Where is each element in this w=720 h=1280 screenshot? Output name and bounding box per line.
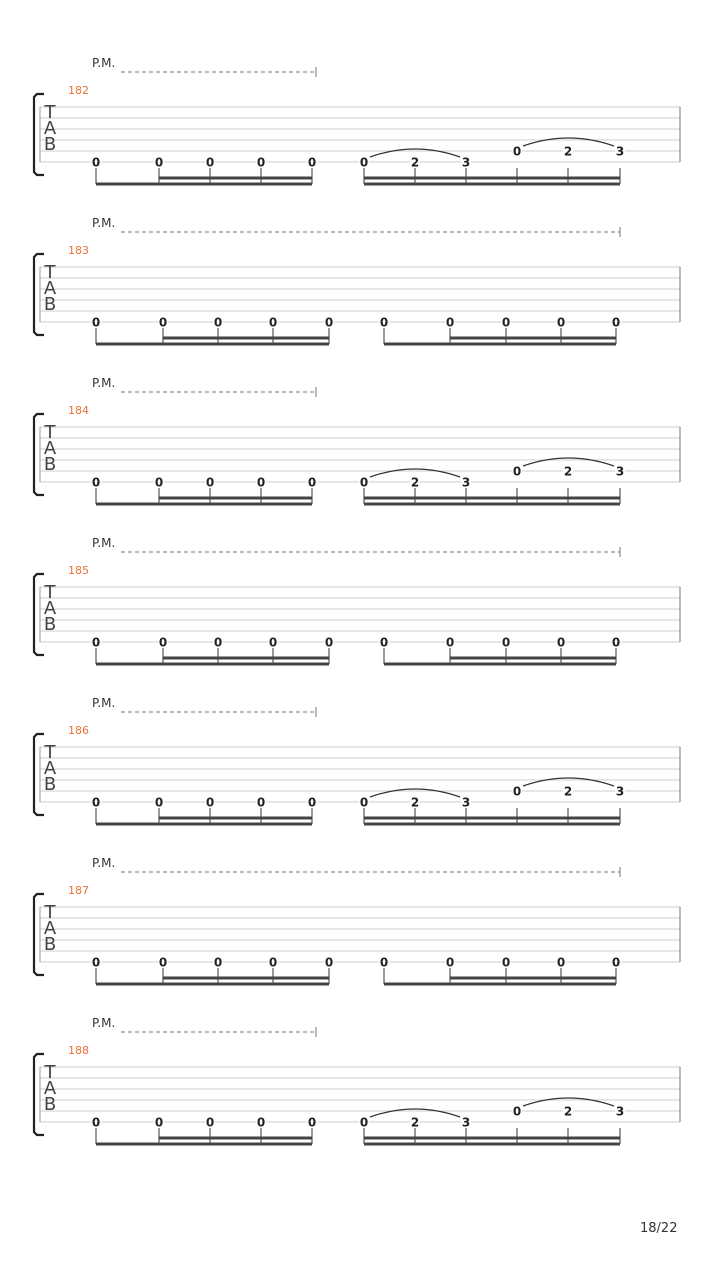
beam-secondary: [159, 817, 312, 820]
fret-number: 2: [410, 155, 420, 170]
tab-system-svg: [0, 372, 720, 532]
tab-system: [0, 852, 720, 1012]
fret-number: 0: [324, 955, 334, 970]
tab-clef-letter: T: [44, 102, 56, 123]
fret-number: 3: [615, 784, 625, 799]
fret-number: 2: [563, 784, 573, 799]
fret-number: 0: [256, 1115, 266, 1130]
fret-number: 0: [445, 955, 455, 970]
beam-secondary: [163, 337, 329, 340]
fret-number: 0: [91, 635, 101, 650]
palm-mute-label: P.M.: [92, 1016, 116, 1030]
tab-clef-letter: T: [44, 902, 56, 923]
fret-number: 0: [268, 635, 278, 650]
fret-number: 2: [410, 795, 420, 810]
tab-system: [0, 52, 720, 212]
fret-number: 0: [158, 955, 168, 970]
beam-primary: [96, 503, 312, 506]
fret-number: 0: [91, 795, 101, 810]
tab-system: [0, 1012, 720, 1172]
fret-number: 3: [461, 155, 471, 170]
tab-clef-letter: B: [43, 614, 57, 635]
fret-number: 0: [213, 955, 223, 970]
measure-number: 183: [68, 244, 89, 257]
beam-primary: [384, 343, 616, 346]
tab-clef-letter: B: [43, 134, 57, 155]
beam-primary: [96, 1143, 312, 1146]
tab-system-svg: [0, 692, 720, 852]
system-bracket: [34, 734, 44, 815]
fret-number: 3: [461, 475, 471, 490]
system-bracket: [34, 414, 44, 495]
beam-primary: [364, 1143, 620, 1146]
tab-clef-letter: A: [43, 438, 57, 459]
fret-number: 0: [91, 155, 101, 170]
tab-system: [0, 532, 720, 692]
tab-clef-letter: A: [43, 598, 57, 619]
tab-clef-letter: B: [43, 774, 57, 795]
fret-number: 0: [256, 155, 266, 170]
beam-primary: [364, 183, 620, 186]
fret-number: 0: [307, 155, 317, 170]
tab-clef-letter: A: [43, 918, 57, 939]
beam-secondary: [450, 977, 616, 980]
beam-primary: [96, 823, 312, 826]
tab-clef-letter: A: [43, 1078, 57, 1099]
fret-number: 0: [205, 475, 215, 490]
beam-secondary: [163, 977, 329, 980]
system-bracket: [34, 94, 44, 175]
fret-number: 0: [611, 635, 621, 650]
fret-number: 0: [501, 635, 511, 650]
beam-primary: [96, 343, 329, 346]
fret-number: 0: [512, 144, 522, 159]
fret-number: 0: [445, 635, 455, 650]
tab-clef-letter: A: [43, 278, 57, 299]
tab-clef-letter: A: [43, 758, 57, 779]
tab-clef-letter: T: [44, 742, 56, 763]
beam-secondary: [450, 337, 616, 340]
fret-number: 0: [213, 635, 223, 650]
fret-number: 0: [512, 784, 522, 799]
tab-system-svg: [0, 212, 720, 372]
fret-number: 0: [379, 635, 389, 650]
tab-system-svg: [0, 532, 720, 692]
fret-number: 0: [205, 795, 215, 810]
measure-number: 182: [68, 84, 89, 97]
palm-mute-label: P.M.: [92, 56, 116, 70]
fret-number: 0: [158, 315, 168, 330]
fret-number: 0: [501, 315, 511, 330]
fret-number: 0: [91, 315, 101, 330]
fret-number: 0: [268, 315, 278, 330]
fret-number: 2: [563, 464, 573, 479]
fret-number: 0: [154, 155, 164, 170]
fret-number: 2: [410, 1115, 420, 1130]
tab-clef-letter: B: [43, 934, 57, 955]
tab-system: [0, 372, 720, 532]
fret-number: 0: [611, 955, 621, 970]
palm-mute-label: P.M.: [92, 216, 116, 230]
fret-number: 0: [501, 955, 511, 970]
beam-secondary: [364, 497, 620, 500]
tab-clef-letter: B: [43, 294, 57, 315]
palm-mute-label: P.M.: [92, 856, 116, 870]
fret-number: 2: [410, 475, 420, 490]
fret-number: 0: [256, 795, 266, 810]
fret-number: 0: [154, 475, 164, 490]
fret-number: 0: [268, 955, 278, 970]
tab-clef-letter: T: [44, 582, 56, 603]
fret-number: 0: [158, 635, 168, 650]
beam-primary: [364, 503, 620, 506]
system-bracket: [34, 1054, 44, 1135]
beam-primary: [384, 983, 616, 986]
fret-number: 0: [256, 475, 266, 490]
fret-number: 2: [563, 1104, 573, 1119]
fret-number: 0: [154, 1115, 164, 1130]
tab-clef-letter: T: [44, 262, 56, 283]
measure-number: 186: [68, 724, 89, 737]
fret-number: 0: [359, 155, 369, 170]
tab-clef-letter: B: [43, 1094, 57, 1115]
beam-secondary: [159, 497, 312, 500]
fret-number: 0: [556, 955, 566, 970]
fret-number: 0: [307, 795, 317, 810]
tab-system-svg: [0, 1012, 720, 1172]
beam-primary: [384, 663, 616, 666]
fret-number: 0: [154, 795, 164, 810]
fret-number: 0: [324, 635, 334, 650]
fret-number: 0: [379, 955, 389, 970]
fret-number: 0: [611, 315, 621, 330]
beam-secondary: [364, 1137, 620, 1140]
beam-primary: [96, 183, 312, 186]
measure-number: 185: [68, 564, 89, 577]
page-number: 18/22: [640, 1221, 678, 1236]
tab-clef-letter: A: [43, 118, 57, 139]
fret-number: 0: [91, 475, 101, 490]
system-bracket: [34, 574, 44, 655]
fret-number: 3: [461, 1115, 471, 1130]
tab-clef-letter: B: [43, 454, 57, 475]
palm-mute-label: P.M.: [92, 536, 116, 550]
fret-number: 2: [563, 144, 573, 159]
tab-system-svg: [0, 852, 720, 1012]
fret-number: 0: [324, 315, 334, 330]
fret-number: 0: [205, 1115, 215, 1130]
fret-number: 3: [615, 464, 625, 479]
beam-secondary: [364, 817, 620, 820]
measure-number: 187: [68, 884, 89, 897]
beam-secondary: [450, 657, 616, 660]
beam-primary: [96, 983, 329, 986]
fret-number: 0: [512, 1104, 522, 1119]
tab-clef-letter: T: [44, 1062, 56, 1083]
fret-number: 0: [556, 315, 566, 330]
palm-mute-label: P.M.: [92, 376, 116, 390]
tab-system-svg: [0, 52, 720, 212]
beam-secondary: [163, 657, 329, 660]
system-bracket: [34, 894, 44, 975]
fret-number: 0: [205, 155, 215, 170]
tab-system: [0, 692, 720, 852]
beam-primary: [364, 823, 620, 826]
fret-number: 0: [307, 1115, 317, 1130]
fret-number: 0: [379, 315, 389, 330]
fret-number: 3: [461, 795, 471, 810]
beam-secondary: [159, 1137, 312, 1140]
beam-primary: [96, 663, 329, 666]
fret-number: 0: [556, 635, 566, 650]
fret-number: 0: [445, 315, 455, 330]
fret-number: 0: [307, 475, 317, 490]
system-bracket: [34, 254, 44, 335]
fret-number: 0: [359, 1115, 369, 1130]
fret-number: 0: [359, 795, 369, 810]
measure-number: 184: [68, 404, 89, 417]
beam-secondary: [159, 177, 312, 180]
palm-mute-label: P.M.: [92, 696, 116, 710]
fret-number: 0: [213, 315, 223, 330]
beam-secondary: [364, 177, 620, 180]
fret-number: 0: [91, 1115, 101, 1130]
fret-number: 3: [615, 144, 625, 159]
fret-number: 3: [615, 1104, 625, 1119]
fret-number: 0: [91, 955, 101, 970]
tab-clef-letter: T: [44, 422, 56, 443]
fret-number: 0: [359, 475, 369, 490]
measure-number: 188: [68, 1044, 89, 1057]
fret-number: 0: [512, 464, 522, 479]
tab-system: [0, 212, 720, 372]
